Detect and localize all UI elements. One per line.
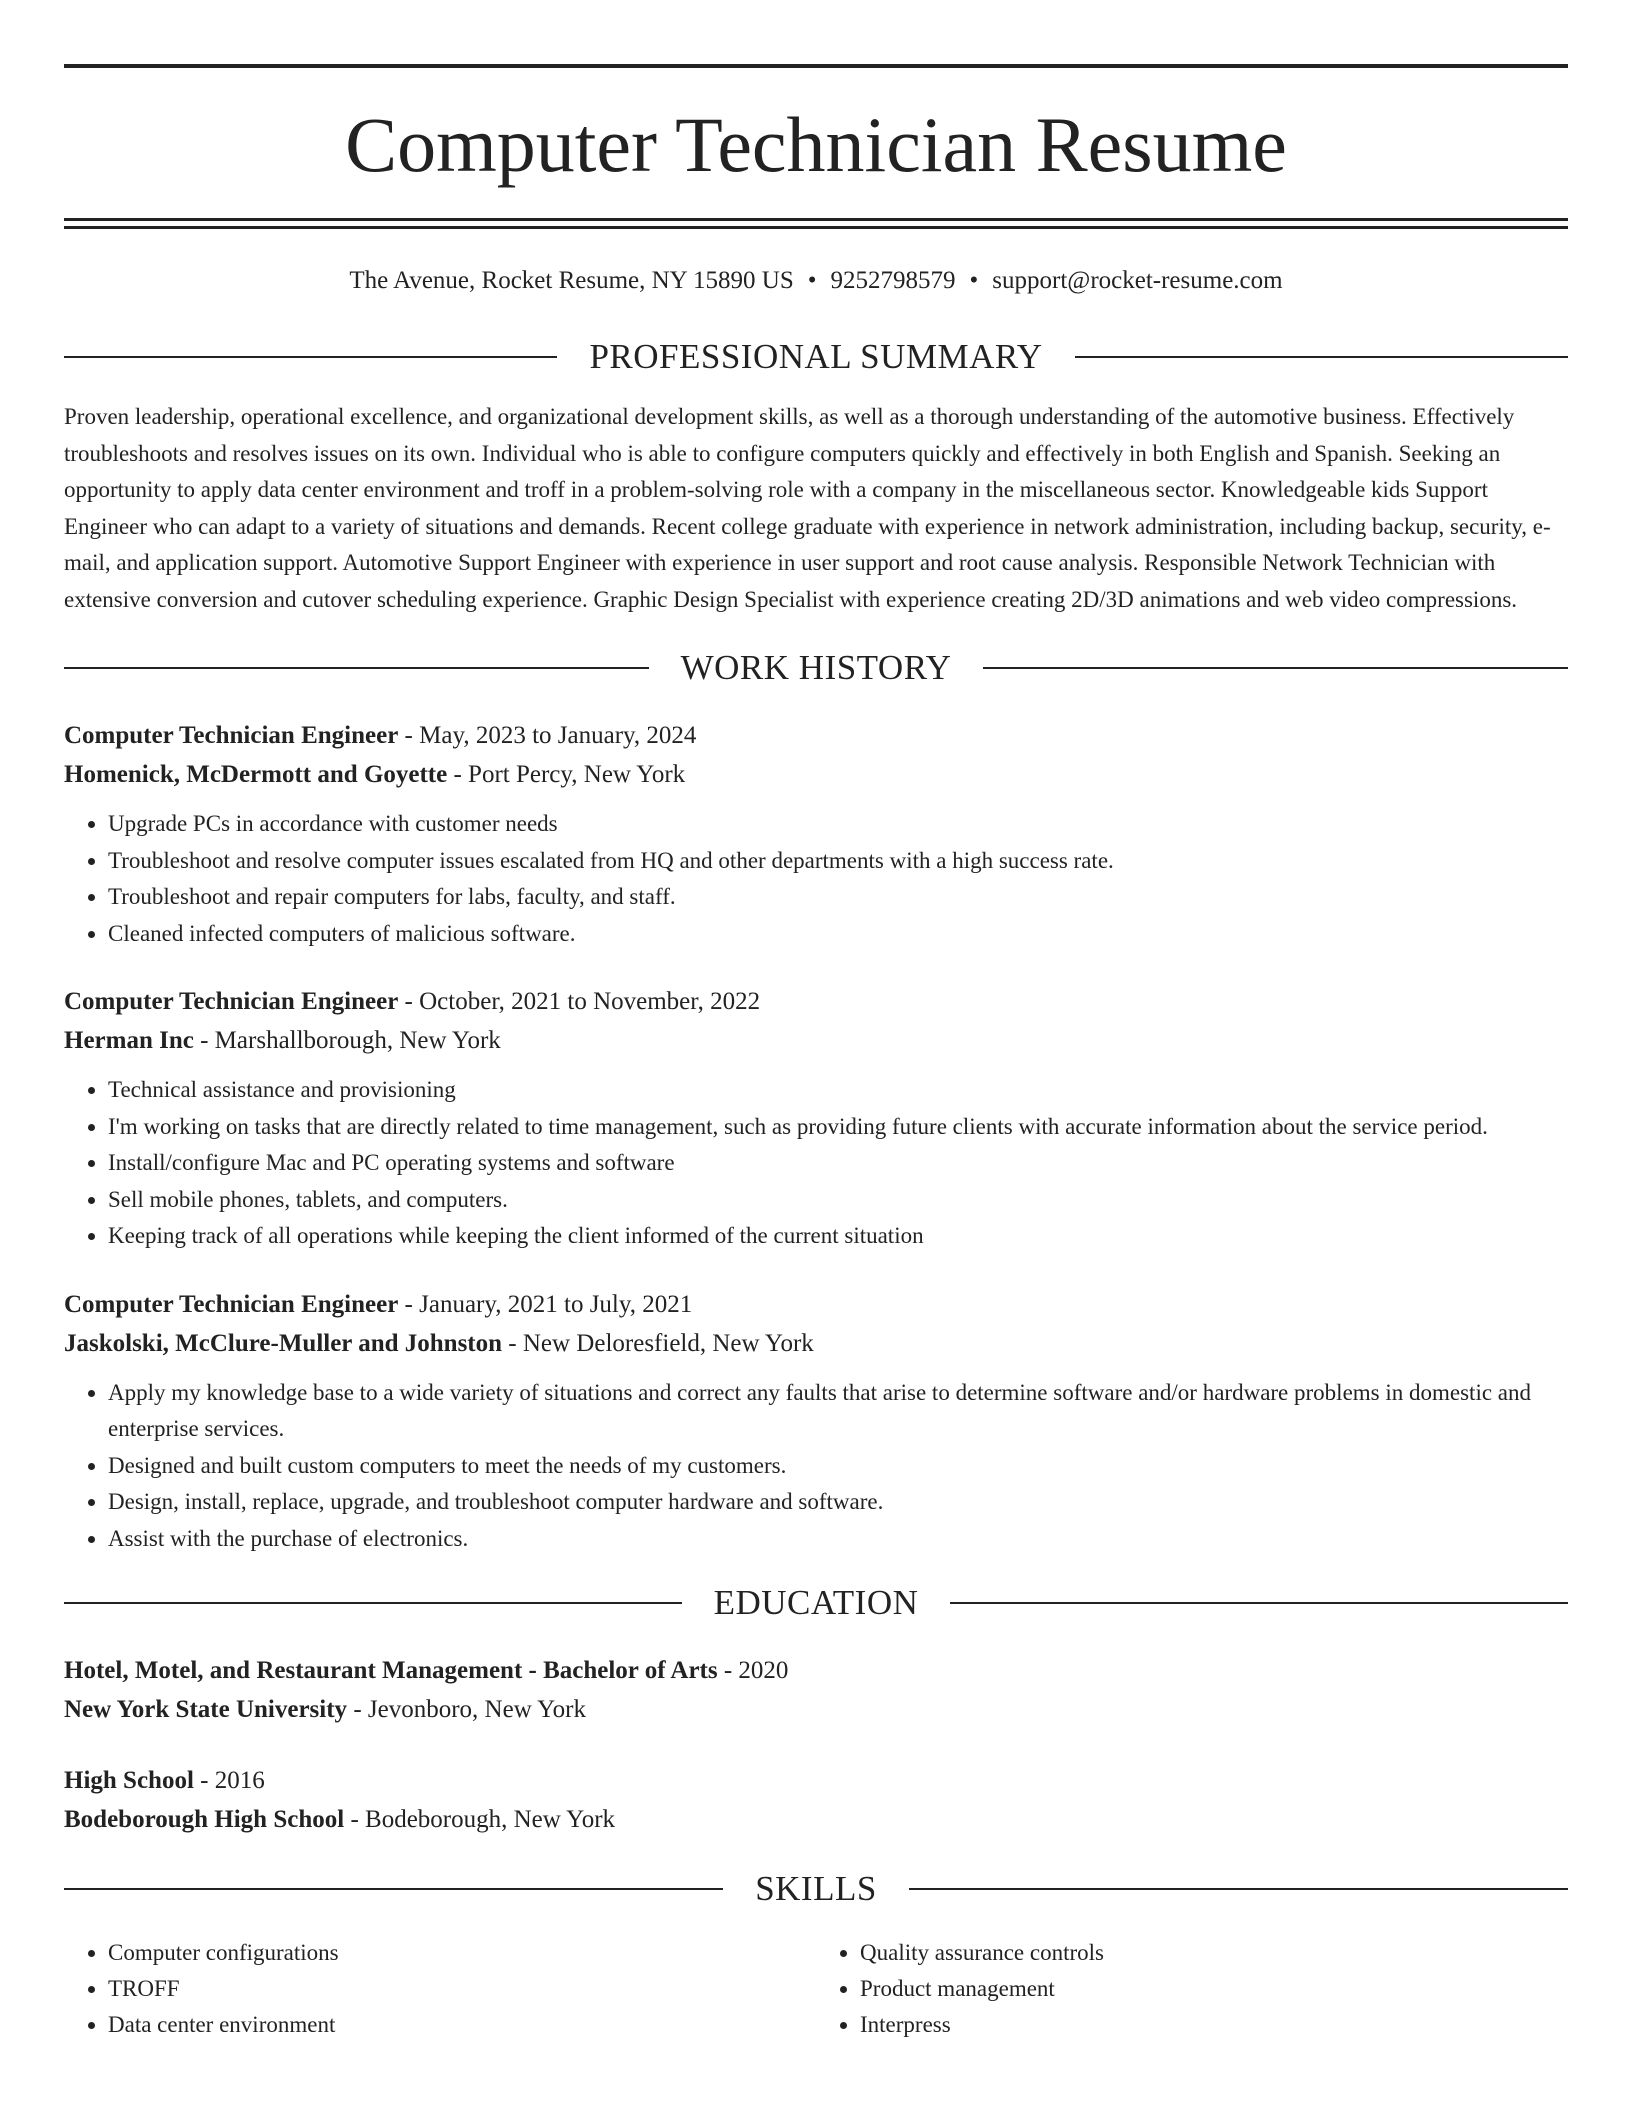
section-title-education: EDUCATION xyxy=(713,1583,919,1622)
list-item: • Install/configure Mac and PC operating systems and software xyxy=(108,1145,1568,1182)
section-rule xyxy=(64,1888,723,1890)
list-item: • Design, install, replace, upgrade, and troubleshoot computer hardware and software. xyxy=(108,1484,1568,1521)
education-school: Bodeborough High School xyxy=(64,1806,345,1833)
job-title: Computer Technician Engineer xyxy=(64,1290,399,1318)
job-title-line xyxy=(64,716,1568,755)
contact-separator: • xyxy=(969,267,979,294)
section-rule xyxy=(64,356,557,358)
double-rule xyxy=(64,218,1568,229)
section-header-skills xyxy=(64,1869,1568,1909)
education-entry xyxy=(64,1761,1568,1839)
list-item: • I'm working on tasks that are directly related to time management, such as providing future clients with accurate information about the service period. xyxy=(108,1109,1568,1146)
job-company-line xyxy=(64,1324,1568,1363)
work-history-list xyxy=(64,716,1568,1557)
job-bullets xyxy=(64,1072,1568,1255)
section-rule xyxy=(64,1602,682,1604)
list-item: • Designed and built custom computers to meet the needs of my customers. xyxy=(108,1448,1568,1485)
contact-separator: • xyxy=(807,267,817,294)
section-rule xyxy=(983,667,1568,669)
contact-phone: 9252798579 xyxy=(830,267,956,294)
education-degree: Hotel, Motel, and Restaurant Management - Bachelor of Arts xyxy=(64,1657,718,1684)
education-entry xyxy=(64,1651,1568,1729)
list-item: • Data center environment xyxy=(108,2007,816,2043)
section-header-education xyxy=(64,1583,1568,1623)
job-location: - New Deloresfield, New York xyxy=(502,1329,814,1357)
list-item: • TROFF xyxy=(108,1971,816,2007)
job-title: Computer Technician Engineer xyxy=(64,988,399,1015)
section-rule xyxy=(950,1602,1568,1604)
section-title-skills: SKILLS xyxy=(755,1869,877,1908)
skills-column-right xyxy=(816,1935,1568,2043)
education-location: - Jevonboro, New York xyxy=(347,1696,586,1723)
education-degree-line xyxy=(64,1651,1568,1690)
job-location: - Marshallborough, New York xyxy=(193,1027,501,1054)
list-item: • Technical assistance and provisioning xyxy=(108,1072,1568,1109)
job-company-line xyxy=(64,1021,1568,1060)
education-year: - 2020 xyxy=(717,1657,789,1684)
education-school-line xyxy=(64,1800,1568,1839)
education-degree: High School xyxy=(64,1767,194,1794)
job-dates: - January, 2021 to July, 2021 xyxy=(398,1290,693,1318)
summary-text: Proven leadership, operational excellence, and organizational development skills, as well as a thorough understanding of the automotive business. Effectively troubleshoots and resolves issues on its own. Individual who is able to configure computers quickly and effectively in both English and Spanish. Seeking an opportunity to apply data center environment and troff in a problem-solving role with a company in the miscellaneous sector. Knowledgeable kids Support Engineer who can adapt to a variety of situations and demands. Recent college graduate with experience in network administration, including backup, security, e-mail, and application support. Automotive Support Engineer with experience in user support and root cause analysis. Responsible Network Technician with extensive conversion and cutover scheduling experience. Graphic Design Specialist with experience creating 2D/3D animations and web video compressions. xyxy=(64,404,1551,612)
list-item: • Cleaned infected computers of malicious software. xyxy=(108,916,1568,953)
list-item: • Apply my knowledge base to a wide variety of situations and correct any faults that arise to determine software and/or hardware problems in domestic and enterprise services. xyxy=(108,1375,1568,1448)
job-company: Herman Inc xyxy=(64,1027,194,1054)
education-year: - 2016 xyxy=(193,1767,265,1794)
list-item: • Computer configurations xyxy=(108,1935,816,1971)
contact-email[interactable]: support@rocket-resume.com xyxy=(992,267,1283,294)
job-entry xyxy=(64,716,1568,952)
job-title-line xyxy=(64,982,1568,1021)
section-title-summary: PROFESSIONAL SUMMARY xyxy=(589,337,1043,376)
job-bullets xyxy=(64,806,1568,952)
list-item: • Quality assurance controls xyxy=(860,1935,1568,1971)
education-school: New York State University xyxy=(64,1696,348,1723)
list-item: • Interpress xyxy=(860,2007,1568,2043)
job-company: Homenick, McDermott and Goyette xyxy=(64,761,448,788)
section-rule xyxy=(1075,356,1568,358)
list-item: • Troubleshoot and resolve computer issues escalated from HQ and other departments with a high success rate. xyxy=(108,843,1568,880)
skills-column-left xyxy=(64,1935,816,2043)
job-location: - Port Percy, New York xyxy=(447,761,686,788)
list-item: • Sell mobile phones, tablets, and computers. xyxy=(108,1182,1568,1219)
job-entry xyxy=(64,1285,1568,1558)
list-item: • Upgrade PCs in accordance with customer needs xyxy=(108,806,1568,843)
skills-list xyxy=(64,1935,1568,2043)
section-header-work xyxy=(64,648,1568,688)
job-company-line xyxy=(64,755,1568,794)
contact-line xyxy=(64,265,1568,297)
education-location: - Bodeborough, New York xyxy=(344,1806,616,1833)
job-dates: - May, 2023 to January, 2024 xyxy=(398,722,697,749)
section-rule xyxy=(64,667,649,669)
job-title: Computer Technician Engineer xyxy=(64,722,399,749)
job-dates: - October, 2021 to November, 2022 xyxy=(398,988,761,1015)
job-title-line xyxy=(64,1285,1568,1324)
section-rule xyxy=(909,1888,1568,1890)
job-bullets xyxy=(64,1375,1568,1558)
resume-title: Computer Technician Resume xyxy=(345,101,1287,188)
education-degree-line xyxy=(64,1761,1568,1800)
list-item: • Assist with the purchase of electronics. xyxy=(108,1521,1568,1558)
job-entry xyxy=(64,982,1568,1255)
contact-address: The Avenue, Rocket Resume, NY 15890 US xyxy=(349,267,794,294)
section-title-work: WORK HISTORY xyxy=(680,648,952,687)
list-item: • Keeping track of all operations while keeping the client informed of the current situation xyxy=(108,1218,1568,1255)
education-school-line xyxy=(64,1690,1568,1729)
section-header-summary xyxy=(64,337,1568,377)
list-item: • Product management xyxy=(860,1971,1568,2007)
job-company: Jaskolski, McClure-Muller and Johnston xyxy=(64,1329,503,1357)
list-item: • Troubleshoot and repair computers for labs, faculty, and staff. xyxy=(108,879,1568,916)
